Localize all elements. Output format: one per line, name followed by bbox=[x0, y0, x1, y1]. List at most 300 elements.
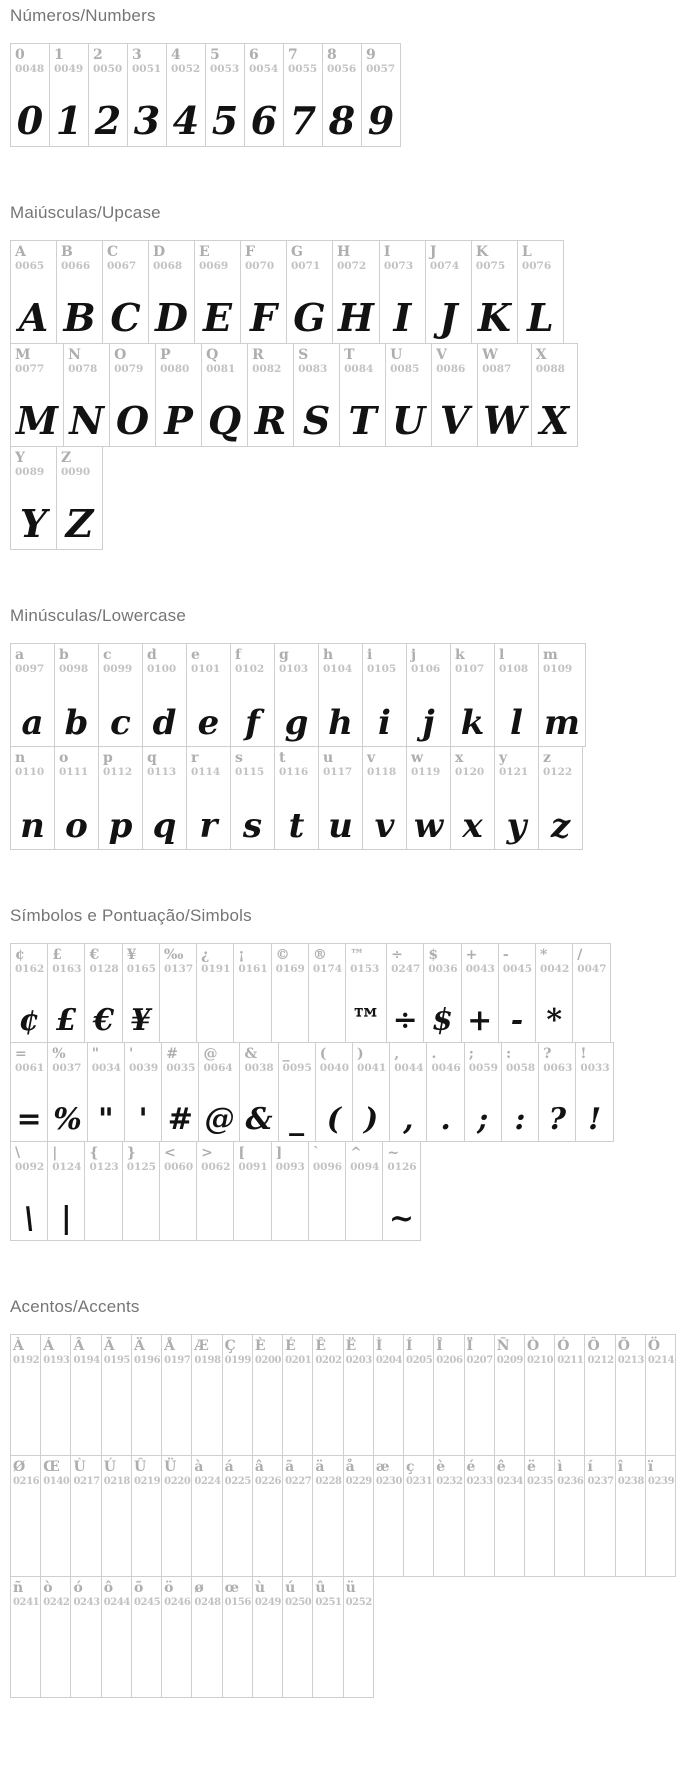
char-label: ì bbox=[557, 1459, 563, 1475]
char-label: x bbox=[455, 750, 464, 766]
char-cell-0059 bbox=[464, 1043, 501, 1142]
char-unicode-decimal: 0052 bbox=[171, 63, 201, 76]
rendered-glyph: l bbox=[510, 703, 523, 743]
rendered-glyph: q bbox=[152, 806, 177, 846]
char-label: Q bbox=[206, 347, 219, 363]
char-cell-0241 bbox=[11, 1577, 41, 1698]
char-label: w bbox=[411, 750, 424, 766]
char-label: O bbox=[114, 347, 127, 363]
char-label: H bbox=[337, 244, 351, 260]
char-cell-0085 bbox=[386, 344, 432, 447]
char-cell-header bbox=[231, 644, 274, 682]
char-label: ¿ bbox=[201, 947, 210, 963]
char-cell-0234 bbox=[494, 1456, 524, 1577]
char-row-upcase-2 bbox=[10, 446, 103, 550]
char-cell-0074 bbox=[425, 241, 471, 344]
char-cell-0082 bbox=[248, 344, 294, 447]
char-label: å bbox=[345, 1459, 355, 1475]
rendered-glyph: , bbox=[403, 1102, 414, 1137]
rendered-glyph: - bbox=[510, 1003, 524, 1038]
char-unicode-decimal: 0229 bbox=[345, 1476, 372, 1488]
char-label: [ bbox=[238, 1145, 246, 1161]
char-label: h bbox=[323, 647, 334, 663]
char-cell-header bbox=[11, 747, 54, 785]
char-cell-0090 bbox=[57, 447, 103, 550]
char-cell-0049 bbox=[50, 44, 89, 147]
char-cell-0128 bbox=[85, 944, 122, 1043]
char-label: X bbox=[535, 347, 547, 363]
char-unicode-decimal: 0036 bbox=[428, 963, 458, 976]
char-unicode-decimal: 0105 bbox=[367, 663, 397, 676]
rendered-glyph bbox=[404, 1373, 433, 1455]
char-label: = bbox=[15, 1046, 27, 1062]
char-cell-0200 bbox=[252, 1335, 282, 1456]
char-label: Ô bbox=[587, 1338, 600, 1354]
char-cell-header bbox=[525, 1335, 554, 1373]
rendered-glyph bbox=[41, 1494, 70, 1576]
rendered-glyph: M bbox=[16, 398, 59, 443]
char-cell-header bbox=[462, 944, 498, 982]
char-unicode-decimal: 0218 bbox=[103, 1476, 130, 1488]
char-cell-0078 bbox=[64, 344, 110, 447]
rendered-glyph bbox=[197, 982, 233, 1042]
char-unicode-decimal: 0163 bbox=[52, 963, 82, 976]
char-unicode-decimal: 0201 bbox=[285, 1355, 312, 1367]
char-label: Õ bbox=[617, 1338, 630, 1354]
char-cell-0213 bbox=[615, 1335, 645, 1456]
char-cell-0091 bbox=[234, 1142, 271, 1241]
char-unicode-decimal: 0212 bbox=[587, 1355, 614, 1367]
char-cell-header bbox=[424, 944, 460, 982]
char-cell-0161 bbox=[234, 944, 271, 1043]
char-unicode-decimal: 0114 bbox=[191, 766, 221, 779]
char-label: ¢ bbox=[15, 947, 25, 963]
char-unicode-decimal: 0056 bbox=[327, 63, 357, 76]
char-label: ¡ bbox=[238, 947, 245, 963]
char-label: g bbox=[279, 647, 289, 663]
char-label: € bbox=[89, 947, 100, 963]
char-cell-header bbox=[41, 1577, 70, 1615]
char-cell-header bbox=[199, 1043, 239, 1081]
char-cell-header bbox=[88, 1043, 124, 1081]
char-cell-0044 bbox=[390, 1043, 427, 1142]
rendered-glyph bbox=[346, 1180, 382, 1240]
char-cell-0092 bbox=[11, 1142, 48, 1241]
char-cell-0080 bbox=[156, 344, 202, 447]
rendered-glyph bbox=[646, 1494, 675, 1576]
char-cell-0046 bbox=[427, 1043, 464, 1142]
rendered-glyph: * bbox=[546, 1003, 563, 1038]
char-unicode-decimal: 0237 bbox=[587, 1476, 614, 1488]
char-label: â bbox=[254, 1459, 264, 1475]
char-unicode-decimal: 0048 bbox=[15, 63, 45, 76]
char-label: i bbox=[367, 647, 373, 663]
rendered-glyph bbox=[555, 1494, 584, 1576]
rendered-glyph: b bbox=[64, 703, 89, 743]
rendered-glyph: e bbox=[197, 703, 220, 743]
char-cell-header bbox=[478, 344, 531, 382]
char-unicode-decimal: 0211 bbox=[557, 1355, 584, 1367]
char-cell-header bbox=[253, 1456, 282, 1494]
char-cell-header bbox=[143, 644, 186, 682]
char-cell-header bbox=[502, 1043, 538, 1081]
rendered-glyph bbox=[404, 1494, 433, 1576]
char-unicode-decimal: 0070 bbox=[245, 260, 275, 273]
char-label: l bbox=[499, 647, 505, 663]
char-label: D bbox=[153, 244, 166, 260]
char-unicode-decimal: 0097 bbox=[15, 663, 45, 676]
rendered-glyph: d bbox=[152, 703, 177, 743]
char-cell-header bbox=[272, 944, 308, 982]
char-label: ' bbox=[128, 1046, 134, 1062]
section-upcase bbox=[10, 203, 651, 550]
char-label: 1 bbox=[54, 47, 64, 63]
char-cell-0055 bbox=[284, 44, 323, 147]
char-label: ~ bbox=[387, 1145, 400, 1161]
char-cell-0226 bbox=[252, 1456, 282, 1577]
char-label: Ä bbox=[133, 1338, 145, 1354]
char-cell-0205 bbox=[404, 1335, 434, 1456]
rendered-glyph: = bbox=[16, 1102, 42, 1137]
char-cell-header bbox=[41, 1335, 70, 1373]
rendered-glyph bbox=[132, 1494, 161, 1576]
char-label: a bbox=[15, 647, 25, 663]
char-label: d bbox=[147, 647, 157, 663]
char-cell-header bbox=[85, 944, 121, 982]
char-unicode-decimal: 0117 bbox=[323, 766, 353, 779]
char-cell-header bbox=[85, 1142, 121, 1180]
char-unicode-decimal: 0037 bbox=[52, 1062, 82, 1075]
char-label: K bbox=[475, 244, 489, 260]
char-cell-0251 bbox=[313, 1577, 343, 1698]
char-cell-0103 bbox=[275, 644, 319, 747]
char-label: - bbox=[502, 947, 509, 963]
char-unicode-decimal: 0080 bbox=[160, 363, 190, 376]
rendered-glyph bbox=[160, 1180, 196, 1240]
char-cell-0096 bbox=[308, 1142, 345, 1241]
char-cell-header bbox=[234, 944, 270, 982]
char-unicode-decimal: 0106 bbox=[411, 663, 441, 676]
char-label: ñ bbox=[13, 1580, 24, 1596]
char-cell-header bbox=[132, 1456, 161, 1494]
rendered-glyph: 8 bbox=[328, 98, 356, 143]
char-cell-header bbox=[11, 1577, 40, 1615]
char-cell-header bbox=[646, 1335, 675, 1373]
char-cell-header bbox=[432, 344, 477, 382]
char-unicode-decimal: 0220 bbox=[164, 1476, 191, 1488]
char-cell-0087 bbox=[478, 344, 532, 447]
char-unicode-decimal: 0249 bbox=[254, 1597, 282, 1609]
char-unicode-decimal: 0083 bbox=[298, 363, 328, 376]
char-cell-header bbox=[192, 1456, 221, 1494]
rendered-glyph bbox=[11, 1373, 40, 1455]
char-cell-0197 bbox=[162, 1335, 192, 1456]
char-label: _ bbox=[282, 1046, 290, 1062]
char-cell-0219 bbox=[131, 1456, 161, 1577]
char-label: @ bbox=[203, 1046, 218, 1062]
char-label: Ü bbox=[164, 1459, 177, 1475]
char-label: Í bbox=[406, 1338, 413, 1354]
char-cell-header bbox=[162, 1456, 191, 1494]
char-cell-0043 bbox=[461, 944, 498, 1043]
char-unicode-decimal: 0067 bbox=[107, 260, 137, 273]
char-cell-0121 bbox=[495, 747, 539, 850]
char-cell-header bbox=[283, 1456, 312, 1494]
char-cell-0051 bbox=[128, 44, 167, 147]
char-cell-header bbox=[518, 241, 563, 279]
char-unicode-decimal: 0042 bbox=[540, 963, 570, 976]
char-cell-header bbox=[283, 1335, 312, 1373]
char-label: # bbox=[166, 1046, 178, 1062]
char-unicode-decimal: 0118 bbox=[367, 766, 397, 779]
char-cell-header bbox=[279, 1043, 315, 1081]
char-unicode-decimal: 0065 bbox=[15, 260, 45, 273]
section-symbols bbox=[10, 906, 651, 1241]
char-cell-header bbox=[71, 1456, 100, 1494]
char-unicode-decimal: 0225 bbox=[224, 1476, 251, 1488]
char-unicode-decimal: 0224 bbox=[194, 1476, 221, 1488]
char-cell-0057 bbox=[362, 44, 401, 147]
char-label: W bbox=[482, 347, 498, 363]
char-row-symbols-1 bbox=[10, 1042, 614, 1142]
char-cell-0048 bbox=[11, 44, 50, 147]
char-cell-header bbox=[319, 747, 362, 785]
char-unicode-decimal: 0035 bbox=[166, 1062, 196, 1075]
rendered-glyph: . bbox=[440, 1102, 451, 1137]
char-cell-0076 bbox=[517, 241, 563, 344]
char-label: \ bbox=[15, 1145, 21, 1161]
char-cell-header bbox=[380, 241, 425, 279]
char-unicode-decimal: 0219 bbox=[133, 1476, 161, 1488]
char-unicode-decimal: 0084 bbox=[344, 363, 374, 376]
char-cell-header bbox=[353, 1043, 389, 1081]
rendered-glyph: ¥ bbox=[130, 1003, 152, 1038]
char-cell-0073 bbox=[379, 241, 425, 344]
char-label: Á bbox=[43, 1338, 55, 1354]
char-label: * bbox=[540, 947, 548, 963]
char-unicode-decimal: 0087 bbox=[482, 363, 512, 376]
char-cell-0140 bbox=[41, 1456, 71, 1577]
char-cell-header bbox=[187, 747, 230, 785]
char-unicode-decimal: 0100 bbox=[147, 663, 177, 676]
char-unicode-decimal: 0153 bbox=[350, 963, 380, 976]
char-cell-0094 bbox=[346, 1142, 383, 1241]
char-cell-header bbox=[11, 1043, 47, 1081]
char-unicode-decimal: 0103 bbox=[279, 663, 309, 676]
char-unicode-decimal: 0199 bbox=[224, 1355, 251, 1367]
char-cell-header bbox=[48, 1142, 84, 1180]
char-cell-header bbox=[316, 1043, 352, 1081]
char-cell-0099 bbox=[99, 644, 143, 747]
char-row-numbers-0 bbox=[10, 43, 401, 147]
rendered-glyph: ! bbox=[587, 1102, 602, 1137]
rendered-glyph: t bbox=[288, 806, 305, 846]
char-cell-0212 bbox=[585, 1335, 615, 1456]
char-cell-0081 bbox=[202, 344, 248, 447]
char-cell-header bbox=[344, 1577, 373, 1615]
char-label: ; bbox=[468, 1046, 474, 1062]
rendered-glyph bbox=[495, 1494, 524, 1576]
char-label: / bbox=[577, 947, 583, 963]
char-cell-0053 bbox=[206, 44, 245, 147]
char-unicode-decimal: 0245 bbox=[133, 1597, 161, 1609]
char-cell-0063 bbox=[539, 1043, 576, 1142]
char-unicode-decimal: 0039 bbox=[128, 1062, 159, 1075]
char-unicode-decimal: 0040 bbox=[319, 1062, 350, 1075]
char-cell-header bbox=[41, 1456, 70, 1494]
rendered-glyph bbox=[41, 1373, 70, 1455]
char-cell-0113 bbox=[143, 747, 187, 850]
char-label: > bbox=[201, 1145, 213, 1161]
rendered-glyph: S bbox=[302, 398, 331, 443]
char-cell-header bbox=[383, 1142, 419, 1180]
char-cell-header bbox=[319, 644, 362, 682]
char-unicode-decimal: 0252 bbox=[345, 1597, 372, 1609]
rendered-glyph bbox=[71, 1615, 100, 1697]
char-cell-0086 bbox=[432, 344, 478, 447]
rendered-glyph: a bbox=[21, 703, 44, 743]
char-unicode-decimal: 0071 bbox=[291, 260, 321, 273]
char-unicode-decimal: 0122 bbox=[543, 766, 573, 779]
rendered-glyph bbox=[374, 1494, 403, 1576]
char-label: 9 bbox=[366, 47, 376, 63]
rendered-glyph bbox=[192, 1373, 221, 1455]
char-unicode-decimal: 0116 bbox=[279, 766, 309, 779]
char-label: ó bbox=[73, 1580, 83, 1596]
char-cell-header bbox=[313, 1456, 342, 1494]
char-cell-header bbox=[616, 1456, 645, 1494]
char-label: " bbox=[91, 1046, 100, 1062]
char-cell-header bbox=[407, 747, 450, 785]
char-cell-0169 bbox=[271, 944, 308, 1043]
char-unicode-decimal: 0174 bbox=[312, 963, 343, 976]
char-cell-0075 bbox=[471, 241, 517, 344]
char-cell-0110 bbox=[11, 747, 55, 850]
rendered-glyph bbox=[313, 1494, 342, 1576]
char-label: ë bbox=[526, 1459, 536, 1475]
char-unicode-decimal: 0162 bbox=[15, 963, 45, 976]
char-label: õ bbox=[133, 1580, 144, 1596]
char-label: J bbox=[429, 244, 437, 260]
char-cell-0225 bbox=[222, 1456, 252, 1577]
rendered-glyph bbox=[223, 1615, 252, 1697]
char-cell-0109 bbox=[539, 644, 586, 747]
char-unicode-decimal: 0251 bbox=[315, 1597, 342, 1609]
char-unicode-decimal: 0165 bbox=[126, 963, 156, 976]
char-cell-0108 bbox=[495, 644, 539, 747]
char-cell-0089 bbox=[11, 447, 57, 550]
char-unicode-decimal: 0207 bbox=[466, 1355, 493, 1367]
rendered-glyph: & bbox=[245, 1102, 273, 1137]
char-unicode-decimal: 0210 bbox=[526, 1355, 554, 1367]
char-unicode-decimal: 0213 bbox=[617, 1355, 644, 1367]
rendered-glyph bbox=[123, 1180, 159, 1240]
rendered-glyph bbox=[313, 1615, 342, 1697]
char-cell-header bbox=[363, 644, 406, 682]
char-cell-0238 bbox=[615, 1456, 645, 1577]
char-cell-header bbox=[160, 944, 196, 982]
char-unicode-decimal: 0161 bbox=[238, 963, 268, 976]
char-unicode-decimal: 0123 bbox=[89, 1161, 119, 1174]
char-cell-0203 bbox=[343, 1335, 373, 1456]
rendered-glyph bbox=[344, 1494, 373, 1576]
rendered-glyph: Q bbox=[208, 398, 242, 443]
char-cell-0120 bbox=[451, 747, 495, 850]
rendered-glyph bbox=[434, 1494, 463, 1576]
char-unicode-decimal: 0101 bbox=[191, 663, 221, 676]
char-cell-header bbox=[426, 241, 471, 279]
char-label: Ë bbox=[345, 1338, 357, 1354]
rendered-glyph: W bbox=[483, 398, 526, 443]
char-unicode-decimal: 0073 bbox=[383, 260, 414, 273]
char-unicode-decimal: 0043 bbox=[465, 963, 495, 976]
rendered-glyph bbox=[253, 1494, 282, 1576]
rendered-glyph: T bbox=[348, 398, 377, 443]
char-unicode-decimal: 0096 bbox=[312, 1161, 343, 1174]
char-label: ` bbox=[312, 1145, 320, 1161]
char-cell-header bbox=[536, 944, 572, 982]
char-cell-0058 bbox=[501, 1043, 538, 1142]
char-unicode-decimal: 0204 bbox=[375, 1355, 403, 1367]
char-cell-header bbox=[495, 1335, 524, 1373]
rendered-glyph bbox=[495, 1373, 524, 1455]
rendered-glyph: + bbox=[467, 1003, 493, 1038]
char-label: ) bbox=[357, 1046, 364, 1062]
char-unicode-decimal: 0077 bbox=[15, 363, 45, 376]
char-cell-header bbox=[102, 1335, 131, 1373]
char-cell-header bbox=[275, 747, 318, 785]
rendered-glyph bbox=[160, 982, 196, 1042]
char-unicode-decimal: 0066 bbox=[61, 260, 91, 273]
char-unicode-decimal: 0137 bbox=[163, 963, 194, 976]
rendered-glyph bbox=[374, 1373, 403, 1455]
char-cell-0124 bbox=[48, 1142, 85, 1241]
rendered-glyph bbox=[132, 1615, 161, 1697]
char-cell-0117 bbox=[319, 747, 363, 850]
char-cell-header bbox=[71, 1335, 100, 1373]
char-cell-0204 bbox=[373, 1335, 403, 1456]
char-label: ú bbox=[285, 1580, 296, 1596]
char-cell-header bbox=[427, 1043, 463, 1081]
rendered-glyph: V bbox=[439, 398, 470, 443]
char-cell-0062 bbox=[197, 1142, 234, 1241]
char-unicode-decimal: 0050 bbox=[93, 63, 123, 76]
char-cell-0192 bbox=[11, 1335, 41, 1456]
char-cell-header bbox=[195, 241, 240, 279]
char-label: ô bbox=[103, 1580, 114, 1596]
char-cell-0235 bbox=[524, 1456, 554, 1577]
char-cell-header bbox=[309, 944, 345, 982]
rendered-glyph bbox=[102, 1494, 131, 1576]
char-label: C bbox=[107, 244, 119, 260]
char-cell-0115 bbox=[231, 747, 275, 850]
rendered-glyph bbox=[585, 1373, 614, 1455]
char-cell-0107 bbox=[451, 644, 495, 747]
char-unicode-decimal: 0094 bbox=[350, 1161, 380, 1174]
char-unicode-decimal: 0239 bbox=[647, 1476, 675, 1488]
rendered-glyph: y bbox=[506, 806, 527, 846]
char-cell-0242 bbox=[41, 1577, 71, 1698]
rendered-glyph bbox=[71, 1373, 100, 1455]
char-cell-header bbox=[344, 1456, 373, 1494]
char-cell-header bbox=[284, 44, 322, 82]
char-unicode-decimal: 0057 bbox=[366, 63, 396, 76]
char-label: b bbox=[59, 647, 69, 663]
char-cell-header bbox=[287, 241, 332, 279]
char-unicode-decimal: 0085 bbox=[390, 363, 420, 376]
char-unicode-decimal: 0081 bbox=[206, 363, 236, 376]
rendered-glyph bbox=[465, 1373, 494, 1455]
